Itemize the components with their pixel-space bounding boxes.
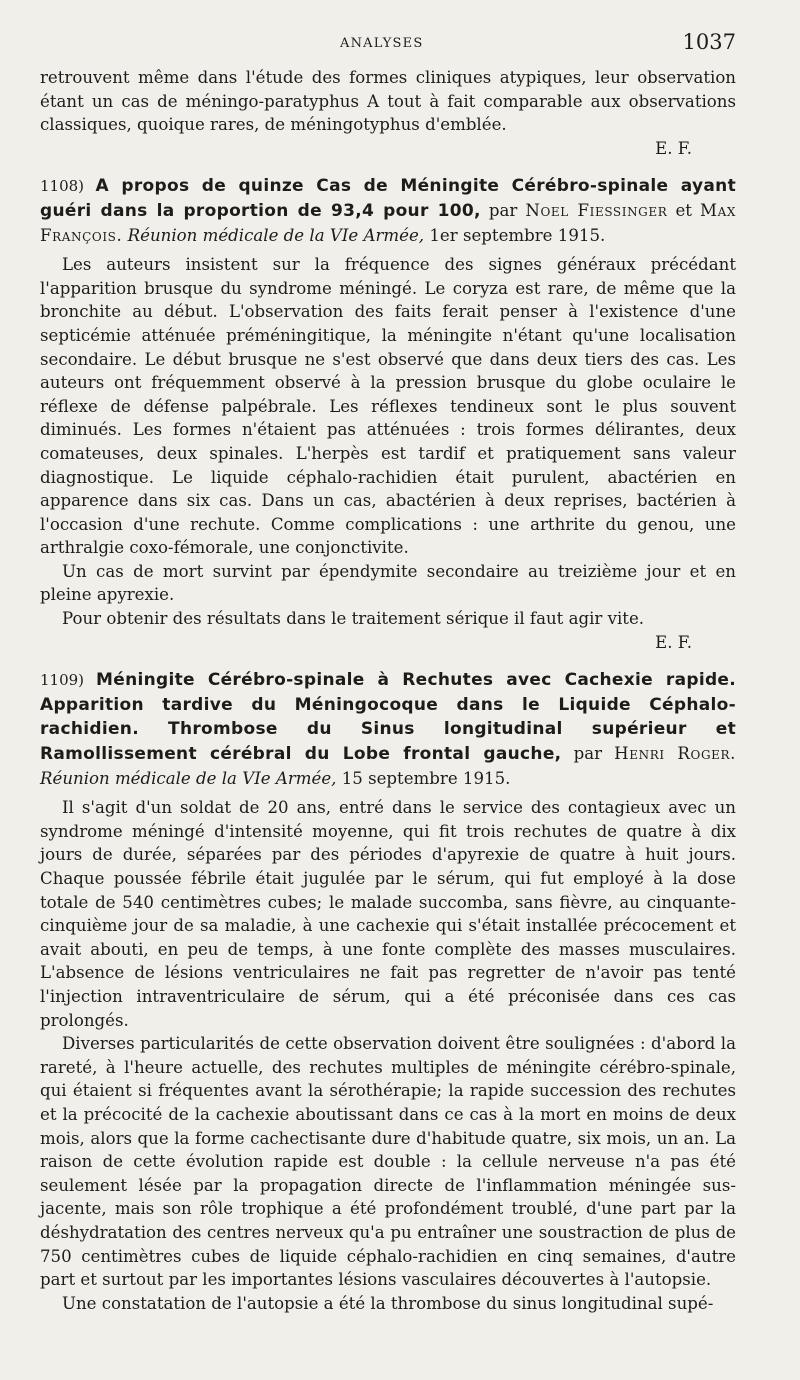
article-by: par [573,744,603,764]
page-number: 1037 [682,30,736,54]
intro-signature: E. F. [655,138,692,158]
article-and: et [675,200,692,220]
page-header [0,30,800,60]
article-author: Noel Fiessinger [525,200,668,220]
article-title: Méningite Cérébro-spinale à Rechutes avec Cachexie rapide. Apparition tardive du Méningocoque dans le Liquide Céphalo-rachidien. Thrombose du Sinus longitudinal supérieur et Ramollissement cérébral du Lobe frontal gauche, [40,670,737,765]
article-paragraph: Il s'agit d'un soldat de 20 ans, entré dans le service des contagieux avec un syndrome méningé d'intensité moyenne, qui fit trois rechutes de quatre à dix jours de durée, séparées par des périodes d'apyrexie de quatre à huit jours. Chaque poussée fébrile était jugulée par le sérum, qui fut employé à la dose totale de 540 centimètres cubes; le malade succomba, sans fièvre, au cinquante-cinquième jour de sa maladie, à une cachexie qui s'était installée précocement et avait abouti, en peu de temps, à une fonte complète des masses musculaires. L'absence de lésions ventriculaires ne fait pas regretter de n'avoir pas tenté l'injection intraventriculaire de sérum, qui a été préconisée dans ces cas prolongés. [40,798,736,1030]
article-body [40,796,736,1315]
article-1108 [40,174,736,654]
running-title: ANALYSES [340,36,424,51]
article-paragraph: Les auteurs insistent sur la fréquence des signes généraux précédant l'apparition brusque du syndrome méningé. Le coryza est rare, de même que la bronchite au début. L'observation des faits ferait penser à l'existence d'une septicémie atténuée préméningitique, la méningite n'étant qu'une localisation secondaire. Le début brusque ne s'est observé que dans deux tiers des cas. Les auteurs ont fréquemment observé à la pression brusque du globe oculaire le réflexe de défense palpébrale. Les réflexes tendineux sont le plus souvent diminués. Les formes n'étaient pas atténuées : trois formes délirantes, deux comateuses, deux spinales. L'herpès est tardif et pratiquement sans valeur diagnostique. Le liquide céphalo-rachidien était purulent, abactérien en apparence dans six cas. Dans un cas, abactérien à deux reprises, bactérien à l'occasion d'une rechute. Comme complications : une arthrite du genou, une arthralgie coxo-fémorale, une conjonctivite. [40,255,736,558]
article-paragraph: Diverses particularités de cette observation doivent être soulignées : d'abord la rareté, à l'heure actuelle, des rechutes multiples de méningite cérébro-spinale, qui étaient si fréquentes avant la sérothérapie; la rapide succession des rechutes et la précocité de la cachexie aboutissant dans ce cas à la mort en moins de deux mois, alors que la forme cachectisante dure d'habitude quatre, six mois, un an. La raison de cette évolution rapide est double : la cellule nerveuse n'a pas été seulement lésée par la propagation directe de l'inflammation méningée sus-jacente, mais son rôle trophique a été profondément troublé, d'une part par la déshydratation des centres nerveux qu'a pu entraîner une soustraction de plus de 750 centimètres cubes de liquide céphalo-rachidien en cinq semaines, d'autre part et surtout par les importantes lésions vasculaires découvertes à l'autopsie. [40,1034,736,1290]
article-author: Henri Roger. [614,744,737,764]
article-paragraph: Un cas de mort survint par épendymite secondaire au treizième jour et en pleine apyrexie. [40,561,736,605]
intro-paragraph: retrouvent même dans l'étude des formes cliniques atypiques, leur observation étant un cas de méningo-paratyphus A tout à fait comparable aux observations classiques, quoique rares, de méningotyphus d'emblée. [40,68,736,135]
article-date: 1er septembre 1915. [429,225,606,245]
article-by: par [488,200,518,220]
article-signature: E. F. [655,632,692,652]
article-number: 1109) [40,671,85,690]
article-number: 1108) [40,177,85,196]
article-body [40,253,736,654]
article-source: Réunion médicale de la VIe Armée, [127,225,425,245]
page-body [40,66,736,1315]
article-paragraph: Une constatation de l'autopsie a été la thrombose du sinus longitudinal supé- [62,1293,714,1313]
article-date: 15 septembre 1915. [341,768,511,788]
article-source: Réunion médicale de la VIe Armée, [40,768,337,788]
article-heading [40,668,736,790]
article-title: A propos de quinze Cas de Méningite Cérébro-spinale ayant guéri dans la proportion de 93,4 pour 100, [40,176,736,221]
article-author: Max François. [40,200,736,245]
article-paragraph: Pour obtenir des résultats dans le traitement sérique il faut agir vite. [62,609,645,629]
article-1109 [40,668,736,1315]
article-heading [40,174,736,247]
